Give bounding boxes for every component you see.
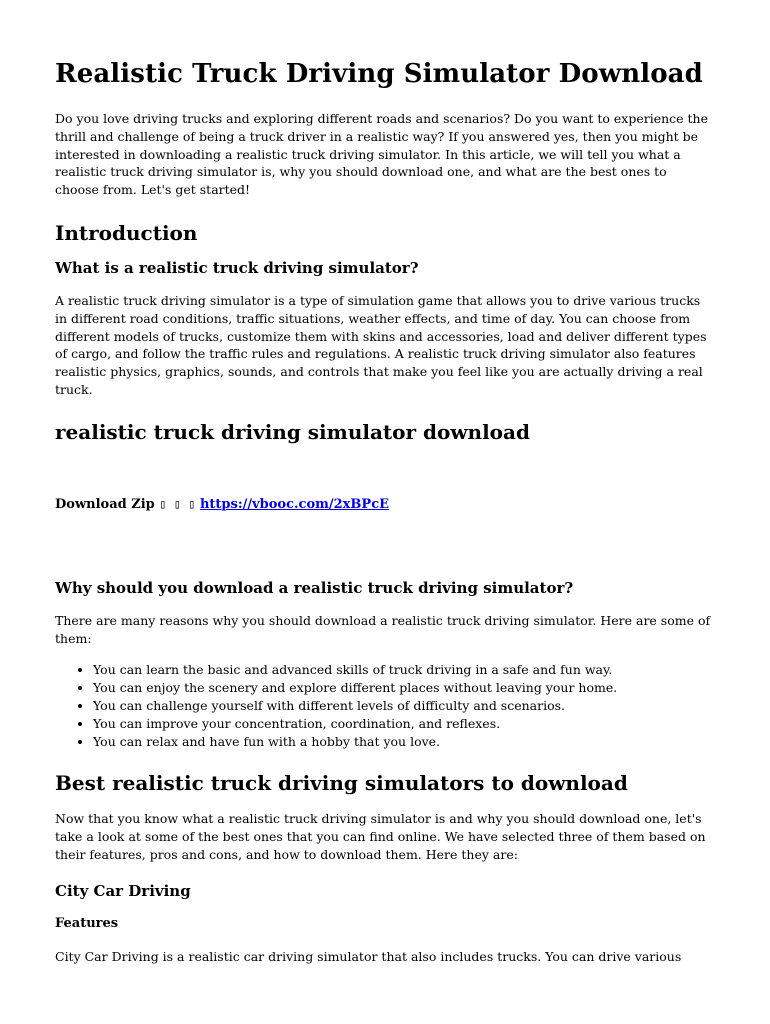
why-heading: Why should you download a realistic truck driving simulator? [55,578,574,597]
list-item: • You can challenge yourself with different levels of difficulty and scenarios. [93,697,714,715]
download-section-heading: realistic truck driving simulator download [55,419,530,444]
reasons-list [55,661,714,750]
introduction-heading: Introduction [55,220,198,245]
what-is-paragraph: A realistic truck driving simulator is a type of simulation game that allows you to drive various trucks in different road conditions, traffic situations, weather effects, and time of day. You can choose from different models of trucks, customize them with skins and accessories, load and deliver different types of cargo, and follow the traffic rules and regulations. A realistic truck driving simulator also features realistic physics, graphics, sounds, and controls that make you feel like you are actually driving a real truck. [55,292,707,397]
list-item: • You can learn the basic and advanced skills of truck driving in a safe and fun way. [93,661,714,679]
city-car-driving-heading: City Car Driving [55,881,191,900]
download-zip-label: Download Zip [55,496,155,512]
list-item: • You can improve your concentration, coordination, and reflexes. [93,715,714,733]
list-item: • You can enjoy the scenery and explore different places without leaving your home. [93,679,714,697]
what-is-heading: What is a realistic truck driving simulator? [55,258,419,277]
best-simulators-paragraph: Now that you know what a realistic truck driving simulator is and why you should download one, let's take a look at some of the best ones that you can find online. We have selected three of them based on their features, pros and cons, and how to download them. Here they are: [55,811,706,862]
page-title: Realistic Truck Driving Simulator Download [55,59,703,89]
best-simulators-heading: Best realistic truck driving simulators to download [55,771,628,796]
features-heading: Features [55,915,119,931]
intro-paragraph: Do you love driving trucks and exploring different roads and scenarios? Do you want to experience the thrill and challenge of being a truck driver in a realistic way? If you answered yes, then you might be interested in downloading a realistic truck driving simulator. In this article, we will tell you what a realistic truck driving simulator is, why you should download one, and what are the best ones to choose from. Let's get started! [55,111,708,198]
why-paragraph: There are many reasons why you should download a realistic truck driving simulator. Here are some of them: [55,612,711,646]
download-link[interactable]: https://vbooc.com/2xBPcE [199,496,390,512]
list-item: • You can relax and have fun with a hobby that you love. [93,733,714,751]
placeholder-glyphs: ▯ ▯ ▯ [159,496,196,511]
features-paragraph: City Car Driving is a realistic car driving simulator that also includes trucks. You can drive various [55,948,682,964]
download-line [55,495,714,514]
